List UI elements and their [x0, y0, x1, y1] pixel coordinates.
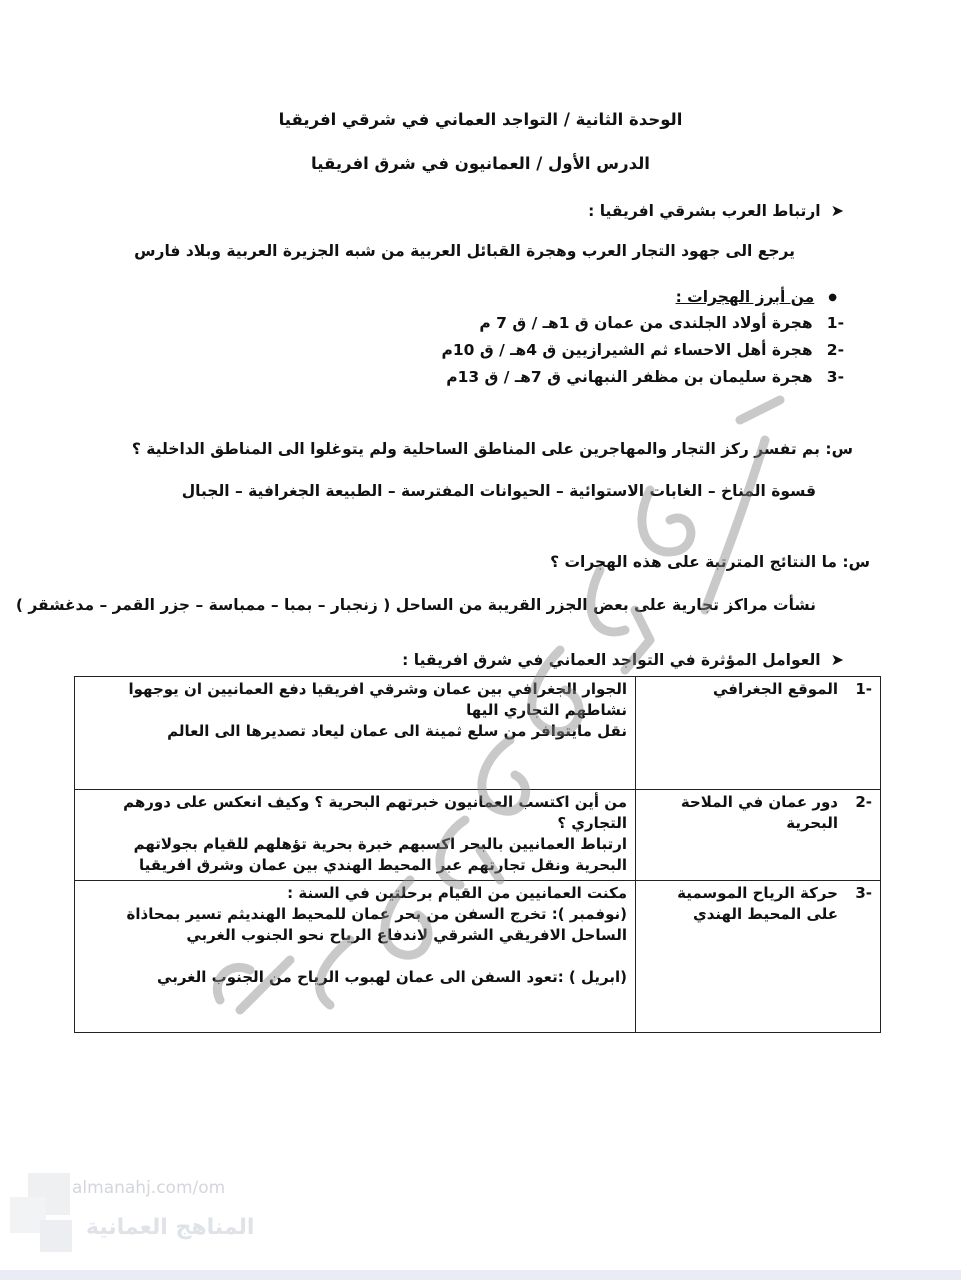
- signature-watermark: [180, 380, 830, 1030]
- footer-url: almanahj.com/om: [72, 1178, 226, 1198]
- migration-num: -2: [826, 341, 844, 359]
- factor-detail-line: ارتباط العمانيين بالبحر اكسبهم خبرة بحرية تؤهلهم للقيام بجولاتهم البحرية ونقل تجارتهم عبر المحيط الهندي بين عمان وشرق افريقيا: [133, 835, 627, 874]
- dot-bullet-icon: ●: [828, 292, 837, 303]
- factor-detail-line: (ابريل ) :تعود السفن الى عمان لهبوب الرياح من الجنوب الغربي: [157, 968, 627, 986]
- footer-site-name: المناهج العمانية: [86, 1215, 255, 1240]
- factor-num: -1: [855, 680, 872, 698]
- lesson-title: الدرس الأول / العمانيون في شرق افريقيا: [311, 154, 650, 173]
- factor-label: حركة الرياح الموسمية على المحيط الهندي: [677, 884, 838, 923]
- migration-text: هجرة سليمان بن مظفر النبهاني ق 7هـ / ق 13م: [446, 368, 813, 386]
- migration-text: هجرة أهل الاحساء ثم الشيرازيين ق 4هـ / ق 10م: [441, 341, 813, 359]
- factor-detail-line: نقل مايتوافر من سلع ثمينة الى عمان ليعاد تصديرها الى العالم: [167, 722, 627, 740]
- answer-1: قسوة المناخ – الغابات الاستوائية – الحيوانات المفترسة – الطبيعة الجغرافية – الجبال: [181, 482, 816, 500]
- question-1: س: بم تفسر ركز التجار والمهاجرين على المناطق الساحلية ولم يتوغلوا الى المناطق الداخلية ؟: [131, 440, 853, 458]
- factor-detail-line: من أين اكتسب العمانيون خبرتهم البحرية ؟ وكيف انعكس على دورهم التجاري ؟: [123, 793, 627, 832]
- answer-2: نشأت مراكز تجارية على بعض الجزر القريبة من الساحل ( زنجبار – بمبا – ممباسة – جزر القمر – مدغشقر ): [15, 596, 816, 614]
- arrow-bullet-icon: ➤: [830, 201, 844, 220]
- arab-link-heading-row: [588, 201, 844, 220]
- factor-num: -2: [855, 793, 872, 811]
- unit-title: الوحدة الثانية / التواجد العماني في شرقي افريقيا: [278, 110, 683, 129]
- factor-num: -3: [855, 884, 872, 902]
- migration-text: هجرة أولاد الجلندى من عمان ق 1هـ / ق 7 م: [479, 314, 813, 332]
- migration-num: -3: [826, 368, 844, 386]
- migrations-heading: من أبرز الهجرات :: [675, 288, 815, 306]
- factors-heading: العوامل المؤثرة في التواجد العماني في شرق افريقيا :: [402, 651, 821, 669]
- factor-label: الموقع الجغرافي: [712, 680, 838, 698]
- arrow-bullet-icon: ➤: [830, 650, 844, 669]
- factor-label: دور عمان في الملاحة البحرية: [680, 793, 838, 832]
- question-2: س: ما النتائج المترتبة على هذه الهجرات ؟: [550, 553, 870, 571]
- migration-item: [442, 341, 845, 359]
- arab-link-body: يرجع الى جهود التجار العرب وهجرة القبائل العربية من شبه الجزيرة العربية وبلاد فارس: [134, 242, 795, 260]
- factor-detail-line: (نوفمبر ): تخرج السفن من بحر عمان للمحيط الهنديثم تسير بمحاذاة الساحل الافريقي الشرقي لاندفاع الرياح نحو الجنوب الغربي: [126, 905, 627, 944]
- arab-link-heading: ارتباط العرب بشرقي افريقيا :: [588, 202, 821, 220]
- factor-detail-line: مكنت العمانيين من القيام برحلتين في السنة :: [287, 884, 627, 902]
- migration-num: -1: [826, 314, 844, 332]
- migrations-heading-row: [676, 288, 837, 306]
- migration-item: [479, 314, 844, 332]
- bottom-edge-bar: [0, 1270, 961, 1280]
- factor-detail-line: الجوار الجغرافي بين عمان وشرقي افريقيا دفع العمانيين ان يوجهوا نشاطهم التجاري اليها: [128, 680, 627, 719]
